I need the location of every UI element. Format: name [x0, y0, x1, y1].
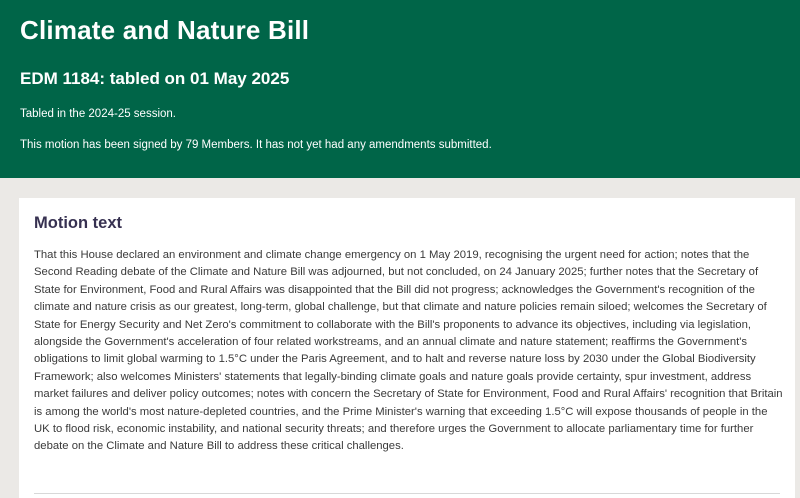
- edm-subtitle: EDM 1184: tabled on 01 May 2025: [20, 69, 290, 88]
- motion-heading: Motion text: [34, 214, 122, 232]
- card-divider: [34, 493, 780, 494]
- page-header: [0, 0, 800, 178]
- page-title: Climate and Nature Bill: [20, 15, 310, 45]
- session-info: Tabled in the 2024-25 session.: [20, 108, 176, 120]
- motion-card: [19, 198, 795, 498]
- motion-text: That this House declared an environment and climate change emergency on 1 May 2019, recognising the urgent need for action; notes that the Second Reading debate of the Climate and Nature Bill was adjourned, but not concluded, on 24 January 2025; further notes that the Secretary of State for Environment, Food and Rural Affairs was disappointed that the Bill did not progress; acknowledges the Government's recognition of the climate and nature crisis as our greatest, long-term, global challenge, but that climate and nature policies remain siloed; welcomes the Secretary of State for Energy Security and Net Zero's commitment to collaborate with the Bill's proponents to advance its objectives, including via legislation, alongside the Government's acceleration of four related workstreams, and an annual climate and nature statement; reaffirms the Government's obligations to limit global warming to 1.5°C under the Paris Agreement, and to halt and reverse nature loss by 2030 under the Global Biodiversity Framework; also welcomes Ministers' statements that legally-binding climate goals and nature goals provide certainty, spur investment, address market failures and deliver policy outcomes; notes with concern the Secretary of State for Environment, Food and Rural Affairs' recognition that Britain is among the world's most nature-depleted countries, and the Prime Minister's warning that exceeding 1.5°C will expose thousands of people in the UK to flood risk, economic instability, and national security threats; and therefore urges the Government to allocate parliamentary time for further debate on the Climate and Nature Bill to address these critical challenges.: [34, 249, 783, 453]
- signature-info: This motion has been signed by 79 Members. It has not yet had any amendments submitted.: [20, 139, 492, 151]
